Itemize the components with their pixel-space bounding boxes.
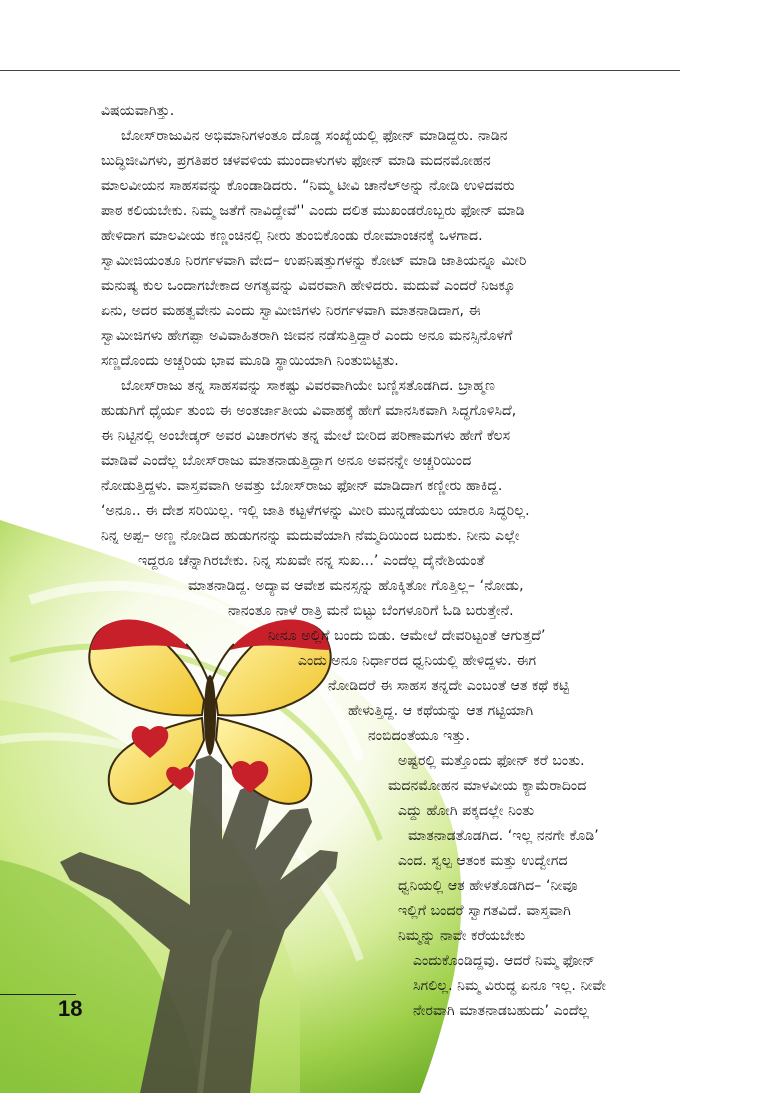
body-line: ಸ್ವಾಮೀಜಿಯಂತೂ ನಿರರ್ಗಳವಾಗಿ ವೇದ– ಉಪನಿಷತ್ತುಗಳನ್ನು ಕೋಟ್ ಮಾಡಿ ಜಾತಿಯನ್ನೂ ಮೀರಿ <box>101 253 527 269</box>
body-line: ಇದ್ದರೂ ಚೆನ್ನಾಗಿರಬೇಕು. ನಿನ್ನ ಸುಖವೇ ನನ್ನ ಸುಖ...’ ಎಂದೆಲ್ಲ ದೈನೇಶಿಯಂತೆ <box>138 553 485 569</box>
body-line: ಇಲ್ಲಿಗೆ ಬಂದರೆ ಸ್ವಾಗತವಿದೆ. ವಾಸ್ತವಾಗಿ <box>398 903 571 919</box>
body-line: ಎಂದ. ಸ್ವಲ್ಪ ಆತಂಕ ಮತ್ತು ಉದ್ವೇಗದ <box>398 853 568 869</box>
body-line: ಮಾತನಾಡತೊಡಗಿದ. ‘ಇಲ್ಲ ನನಗೇ ಕೊಡಿ’ <box>408 828 599 844</box>
body-line: ನೋಡುತ್ತಿದ್ದಳು. ವಾಸ್ತವವಾಗಿ ಅವತ್ತು ಬೋಸ್‌ರಾಜು ಫೋನ್ ಮಾಡಿದಾಗ ಕಣ್ಣೀರು ಹಾಕಿದ್ದ. <box>101 478 503 494</box>
top-divider <box>0 70 680 71</box>
body-line: ವಿಷಯವಾಗಿತ್ತು. <box>101 103 175 119</box>
page-number: 18 <box>58 996 83 1021</box>
body-line: ಹುಡುಗಿಗೆ ಧೈರ್ಯ ತುಂಬಿ ಈ ಅಂತರ್ಜಾತೀಯ ವಿವಾಹಕ್ಕೆ ಹೇಗೆ ಮಾನಸಿಕವಾಗಿ ಸಿದ್ಧಗೊಳಿಸಿದೆ, <box>101 403 517 419</box>
body-line: ‘ಅನೂ.. ಈ ದೇಶ ಸರಿಯಿಲ್ಲ. ಇಲ್ಲಿ ಜಾತಿ ಕಟ್ಟಳೆಗಳನ್ನು ಮೀರಿ ಮುನ್ನಡೆಯಲು ಯಾರೂ ಸಿದ್ಧರಿಲ್ಲ. <box>101 503 530 519</box>
body-line: ನೋಡಿದರೆ ಈ ಸಾಹಸ ತನ್ನದೇ ಎಂಬಂತೆ ಆತ ಕಥೆ ಕಟ್ಟಿ <box>328 678 570 694</box>
body-line: ಸಿಗಲಿಲ್ಲ. ನಿಮ್ಮ ವಿರುದ್ಧ ಏನೂ ಇಲ್ಲ. ನೀವೇ <box>413 978 607 994</box>
body-line: ನೇರವಾಗಿ ಮಾತನಾಡಬಹುದು’ ಎಂದೆಲ್ಲ <box>413 1003 589 1019</box>
body-line: ಎದ್ದು ಹೋಗಿ ಪಕ್ಕದಲ್ಲೇ ನಿಂತು <box>398 803 535 819</box>
body-line: ಸ್ವಾಮೀಜಿಗಳು ಹೇಗಪ್ಪಾ ಅವಿವಾಹಿತರಾಗಿ ಜೀವನ ನಡೆಸುತ್ತಿದ್ದಾರೆ ಎಂದು ಅನೂ ಮನಸ್ಸಿನೊಳಗೆ <box>101 328 513 344</box>
body-line: ಪಾಠ ಕಲಿಯಬೇಕು. ನಿಮ್ಮ ಜತೆಗೆ ನಾವಿದ್ದೇವೆ'' ಎಂದು ದಲಿತ ಮುಖಂಡರೊಬ್ಬರು ಫೋನ್ ಮಾಡಿ <box>101 203 525 219</box>
body-line: ಬೋಸ್‌ರಾಜುವಿನ ಅಭಿಮಾನಿಗಳಂತೂ ದೊಡ್ಡ ಸಂಖ್ಯೆಯಲ್ಲಿ ಫೋನ್ ಮಾಡಿದ್ದರು. ನಾಡಿನ <box>121 128 508 144</box>
body-line: ಬುದ್ಧಿಜೀವಿಗಳು, ಪ್ರಗತಿಪರ ಚಳವಳಿಯ ಮುಂದಾಳುಗಳು ಫೋನ್ ಮಾಡಿ ಮದನಮೋಹನ <box>101 153 491 169</box>
body-line: ಎಂದು ಅನೂ ನಿರ್ಧಾರದ ಧ್ವನಿಯಲ್ಲಿ ಹೇಳಿದ್ದಳು. ಈಗ <box>298 653 537 669</box>
body-line: ಏನು, ಅದರ ಮಹತ್ವವೇನು ಎಂದು ಸ್ವಾಮೀಜಿಗಳು ನಿರರ್ಗಳವಾಗಿ ಮಾತನಾಡಿದಾಗ, ಈ <box>101 303 481 319</box>
body-line: ಮನುಷ್ಯ ಕುಲ ಒಂದಾಗಬೇಕಾದ ಅಗತ್ಯವನ್ನು ವಿವರವಾಗಿ ಹೇಳಿದರು. ಮದುವೆ ಎಂದರೆ ನಿಜಕ್ಕೂ <box>101 278 516 294</box>
body-line: ನಿಮ್ಮನ್ನು ನಾವೇ ಕರೆಯಬೇಕು <box>398 928 526 944</box>
body-line: ಎಂದುಕೊಂಡಿದ್ದವು. ಆದರೆ ನಿಮ್ಮ ಫೋನ್ <box>413 953 595 969</box>
body-line: ಹೇಳಿದಾಗ ಮಾಲವೀಯ ಕಣ್ಣಂಚಿನಲ್ಲಿ ನೀರು ತುಂಬಿಕೊಂಡು ರೋಮಾಂಚನಕ್ಕೆ ಒಳಗಾದ. <box>101 228 483 244</box>
body-line: ನಂಬಿದಂತೆಯೂ ಇತ್ತು. <box>368 728 471 744</box>
body-line: ಈ ನಿಟ್ಟಿನಲ್ಲಿ ಅಂಬೇಡ್ಕರ್ ಅವರ ವಿಚಾರಗಳು ತನ್ನ ಮೇಲೆ ಬೀರಿದ ಪರಿಣಾಮಗಳು ಹೇಗೆ ಕೆಲಸ <box>101 428 511 444</box>
body-line: ಬೋಸ್‌ರಾಜು ತನ್ನ ಸಾಹಸವನ್ನು ಸಾಕಷ್ಟು ವಿವರವಾಗಿಯೇ ಬಣ್ಣಿಸತೊಡಗಿದ. ಬ್ರಾಹ್ಮಣ <box>121 378 496 394</box>
body-line: ಮದನಮೋಹನ ಮಾಳವೀಯ ಕ್ಯಾಮೆರಾದಿಂದ <box>388 778 587 794</box>
body-line: ನಿನ್ನ ಅಪ್ಪ– ಅಣ್ಣ ನೋಡಿದ ಹುಡುಗನನ್ನು ಮದುವೆಯಾಗಿ ನೆಮ್ಮದಿಯಿಂದ ಬದುಕು. ನೀನು ಎಲ್ಲೇ <box>101 528 520 544</box>
body-line: ಸಣ್ಣದೊಂದು ಅಚ್ಚರಿಯ ಭಾವ ಮೂಡಿ ಸ್ಥಾಯಿಯಾಗಿ ನಿಂತುಬಿಟ್ಟಿತು. <box>101 353 399 369</box>
body-line: ಮಾತನಾಡಿದ್ದ. ಅದ್ಯಾವ ಆವೇಶ ಮನಸ್ಸನ್ನು ಹೊಕ್ಕಿತೋ ಗೊತ್ತಿಲ್ಲ– ‘ನೋಡು, <box>188 578 524 594</box>
body-line: ಧ್ವನಿಯಲ್ಲಿ ಆತ ಹೇಳತೊಡಗಿದ– ‘ನೀವೂ <box>398 878 578 894</box>
body-line: ನಾನಂತೂ ನಾಳೆ ರಾತ್ರಿ ಮನೆ ಬಿಟ್ಟು ಬೆಂಗಳೂರಿಗೆ ಓಡಿ ಬರುತ್ತೇನೆ. <box>228 603 514 619</box>
page-number-rule <box>0 994 76 995</box>
body-line: ಹೇಳುತ್ತಿದ್ದ. ಆ ಕಥೆಯನ್ನು ಆತ ಗಟ್ಟಿಯಾಗಿ <box>348 703 534 719</box>
body-line: ಮಾಡಿವೆ ಎಂದೆಲ್ಲ ಬೋಸ್‌ರಾಜು ಮಾತನಾಡುತ್ತಿದ್ದಾಗ ಅನೂ ಅವನನ್ನೇ ಅಚ್ಚರಿಯಿಂದ <box>101 453 472 469</box>
body-line: ನೀನೂ ಅಲ್ಲಿಗೆ ಬಂದು ಬಿಡು. ಆಮೇಲೆ ದೇವರಿಟ್ಟಂತೆ ಆಗುತ್ತದೆ’ <box>268 628 546 644</box>
body-line: ಅಷ್ಟರಲ್ಲಿ ಮತ್ತೊಂದು ಫೋನ್ ಕರೆ ಬಂತು. <box>398 753 585 769</box>
body-line: ಮಾಲವೀಯನ ಸಾಹಸವನ್ನು ಕೊಂಡಾಡಿದರು. “ನಿಮ್ಮ ಟೀವಿ ಚಾನೆಲ್‌ಅನ್ನು ನೋಡಿ ಉಳಿದವರು <box>101 178 515 194</box>
